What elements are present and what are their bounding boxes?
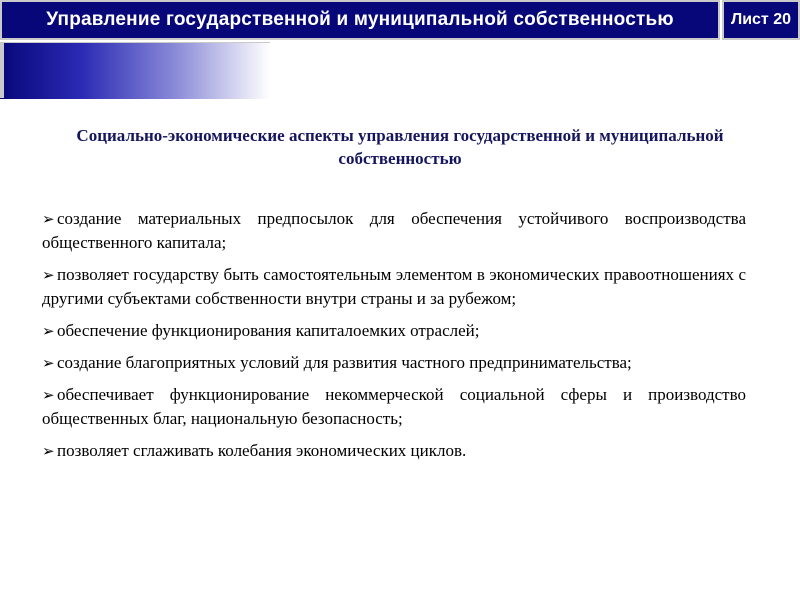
bullet-text: создание благоприятных условий для развития частного предпринимательства;	[57, 353, 632, 372]
arrow-bullet-icon: ➢	[42, 266, 55, 284]
arrow-bullet-icon: ➢	[42, 210, 55, 228]
bullet-list	[42, 207, 746, 471]
bullet-text: позволяет государству быть самостоятельным элементом в экономических правоотношениях с другими субъектами собственности внутри страны и за рубежом;	[42, 265, 746, 308]
decorative-gradient-band	[0, 42, 270, 99]
slide-subtitle: Социально-экономические аспекты управления государственной и муниципальной собственностью	[76, 126, 724, 168]
sheet-number: Лист 20	[730, 11, 792, 28]
bullet-text: позволяет сглаживать колебания экономических циклов.	[57, 441, 467, 460]
header-title: Управление государственной и муниципальной собственностью	[46, 9, 674, 30]
bullet-item	[42, 439, 746, 463]
bullet-text: создание материальных предпосылок для обеспечения устойчивого воспроизводства общественного капитала;	[42, 209, 746, 252]
bullet-text: обеспечивает функционирование некоммерческой социальной сферы и производство общественных благ, национальную безопасность;	[42, 385, 746, 428]
bullet-item	[42, 319, 746, 343]
arrow-bullet-icon: ➢	[42, 442, 55, 460]
bullet-item	[42, 207, 746, 255]
bullet-item	[42, 263, 746, 311]
arrow-bullet-icon: ➢	[42, 354, 55, 372]
header-bar	[0, 0, 720, 40]
arrow-bullet-icon: ➢	[42, 322, 55, 340]
sheet-number-box	[722, 0, 800, 40]
bullet-item	[42, 383, 746, 431]
bullet-item	[42, 351, 746, 375]
bullet-text: обеспечение функционирования капиталоемких отраслей;	[57, 321, 480, 340]
decorative-gradient-edge	[0, 42, 4, 98]
arrow-bullet-icon: ➢	[42, 386, 55, 404]
